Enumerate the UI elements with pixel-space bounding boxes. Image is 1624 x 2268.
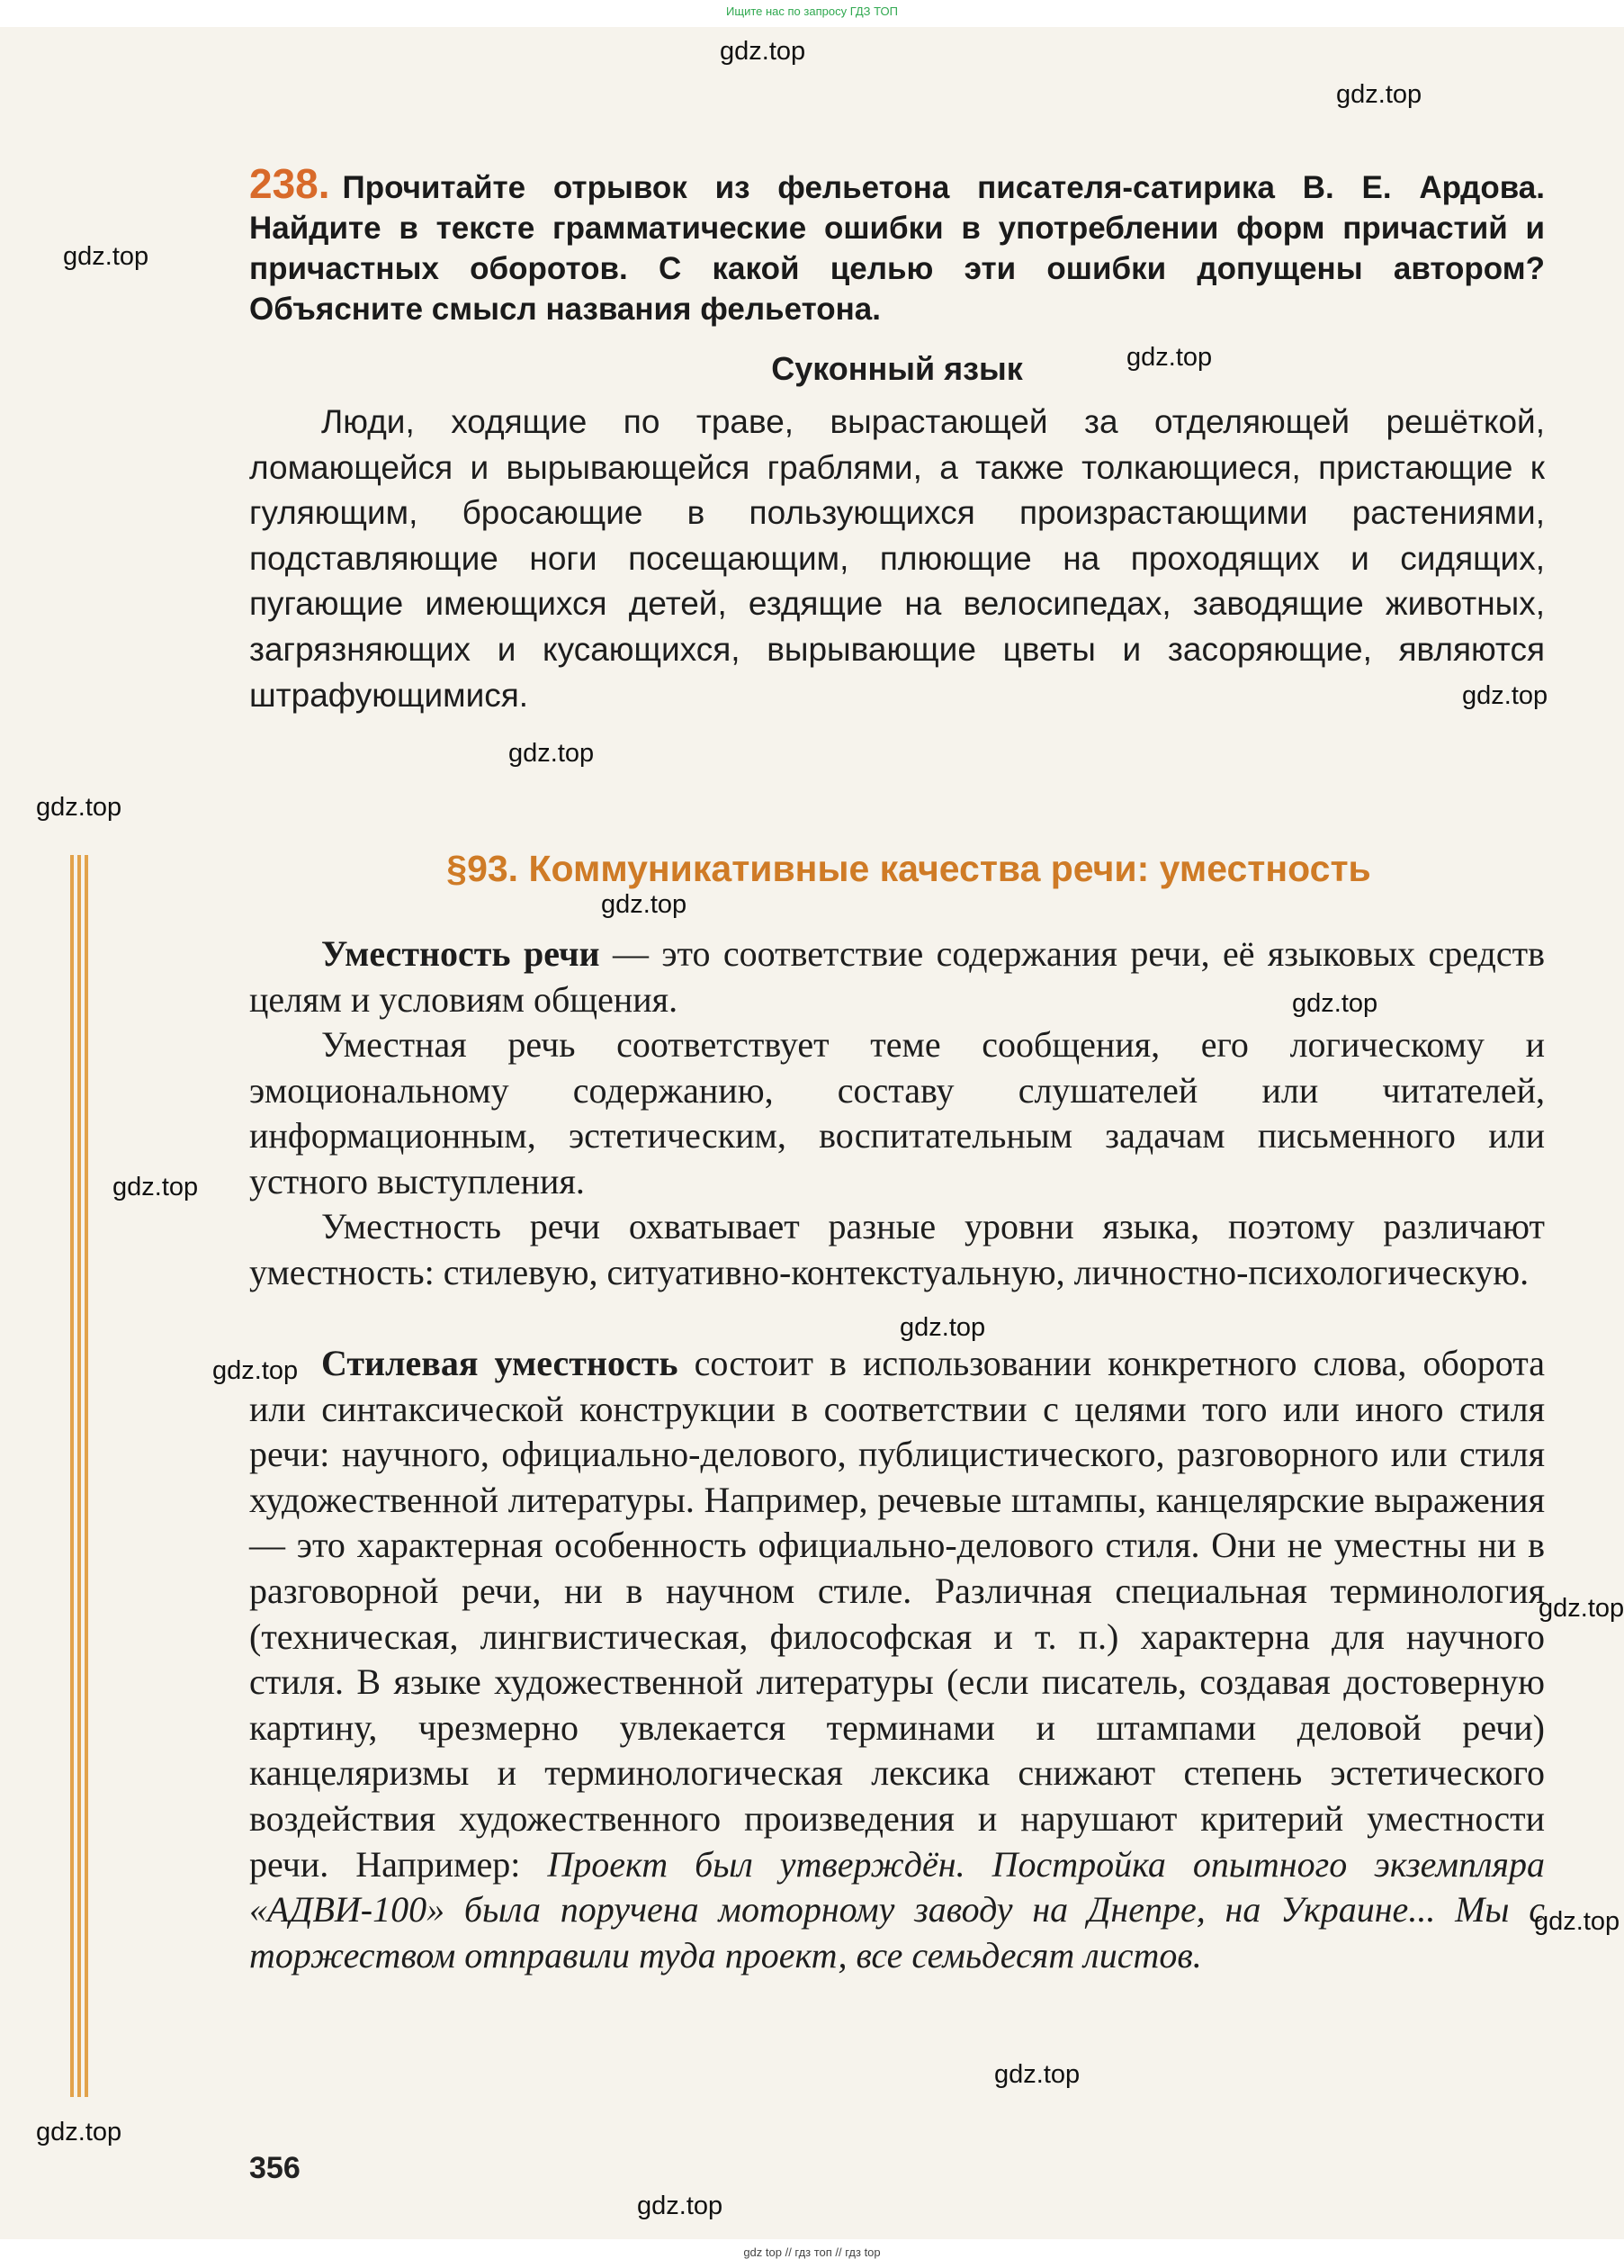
watermark: gdz.top <box>212 1356 299 1385</box>
watermark: gdz.top <box>1336 80 1422 109</box>
watermark: gdz.top <box>1292 989 1378 1018</box>
paragraph-3 <box>249 1204 1545 1295</box>
exercise-number: 238. <box>249 160 330 207</box>
margin-stripe <box>70 855 74 2097</box>
example-quote: Проект был утверждён. Постройка опытного экземпляра «АДВИ-100» была поручена моторному заводу на Днепре, на Украине... Мы с торжеством отправили туда проект, все семьдесят листов. <box>249 1843 1546 1976</box>
margin-stripe <box>77 855 81 2097</box>
watermark: gdz.top <box>36 2118 122 2146</box>
paragraph-2 <box>249 1022 1545 1204</box>
paragraph-text: Уместность речи охватывает разные уровни языка, поэтому различают уместность: стилевую, ситуативно-контекстуальную, личностно-психологическую. <box>249 1206 1545 1292</box>
bottom-banner: gdz top // гдз топ // гдз top <box>743 2246 881 2259</box>
paragraph-text: Уместная речь соответствует теме сообщения, его логическому и эмоциональному содержанию, составу слушателей или читателей, информационным, эстетическим, воспитательным задачам письменного или устного выступления. <box>249 1024 1545 1202</box>
watermark: gdz.top <box>112 1173 199 1202</box>
exercise-238 <box>249 160 1545 329</box>
watermark: gdz.top <box>63 242 149 271</box>
paragraph-text: состоит в использовании конкретного слова, оборота или синтаксической конструкции в соответствии с целями того или иного стиля речи: научного, официально-делового, публицистического, разговорного или стиля художественной литературы. Например, речевые штампы, канцелярские выражения — это характерная особенность официально-делового стиля. Они не уместны ни в разговорной речи, ни в научном стиле. Различная специальная терминология (техническая, лингвистическая, философская и т. п.) характерна для научного стиля. В языке художественной литературы (если писатель, создавая достоверную картину, чрезмерно увлекается терминами и штампами деловой речи) канцеляризмы и терминологическая лексика снижают степень эстетического воздействия художественного произведения и нарушают критерий уместности речи. Например: <box>249 1343 1545 1885</box>
watermark: gdz.top <box>637 2192 723 2220</box>
term-appropriateness: Уместность речи <box>321 933 600 974</box>
watermark: gdz.top <box>900 1313 986 1342</box>
excerpt-title: Суконный язык <box>771 350 1023 387</box>
top-banner: Ищите нас по запросу ГДЗ ТОП <box>726 4 898 18</box>
exercise-instructions: Прочитайте отрывок из фельетона писателя-сатирика В. Е. Ардова. Найдите в тексте грамматические ошибки в употреблении форм причастий и причастных оборотов. С какой целью эти ошибки допущены автором? Объясните смысл названия фельетона. <box>249 170 1545 327</box>
paragraph-4 <box>249 1341 1545 1978</box>
excerpt-text: Люди, ходящие по траве, вырастающей за отделяющей решёткой, ломающейся и вырывающейся граблями, а также толкающиеся, пристающие к гуляющим, бросающие в пользующихся произрастающими растениями, подставляющие ноги посещающим, плюющие на проходящих и сидящих, пугающие имеющихся детей, ездящие на велосипедах, заводящие животных, загрязняющих и кусающихся, вырывающие цветы и засоряющие, являются штрафующимися. <box>249 403 1545 714</box>
paragraph-text: — это соответствие содержания речи, её языковых средств целям и условиям общения. <box>249 933 1545 1020</box>
watermark: gdz.top <box>1126 343 1213 372</box>
watermark: gdz.top <box>1534 1907 1620 1936</box>
margin-stripe <box>85 855 88 2097</box>
watermark: gdz.top <box>994 2060 1081 2089</box>
page-number: 356 <box>249 2151 301 2185</box>
watermark: gdz.top <box>1539 1594 1624 1623</box>
watermark: gdz.top <box>720 37 806 66</box>
watermark: gdz.top <box>1462 681 1548 710</box>
watermark: gdz.top <box>601 890 687 919</box>
watermark: gdz.top <box>36 793 122 822</box>
section-title: §93. Коммуникативные качества речи: уместность <box>446 848 1371 889</box>
term-style-appropriateness: Стилевая уместность <box>321 1343 678 1383</box>
watermark: gdz.top <box>508 739 595 768</box>
